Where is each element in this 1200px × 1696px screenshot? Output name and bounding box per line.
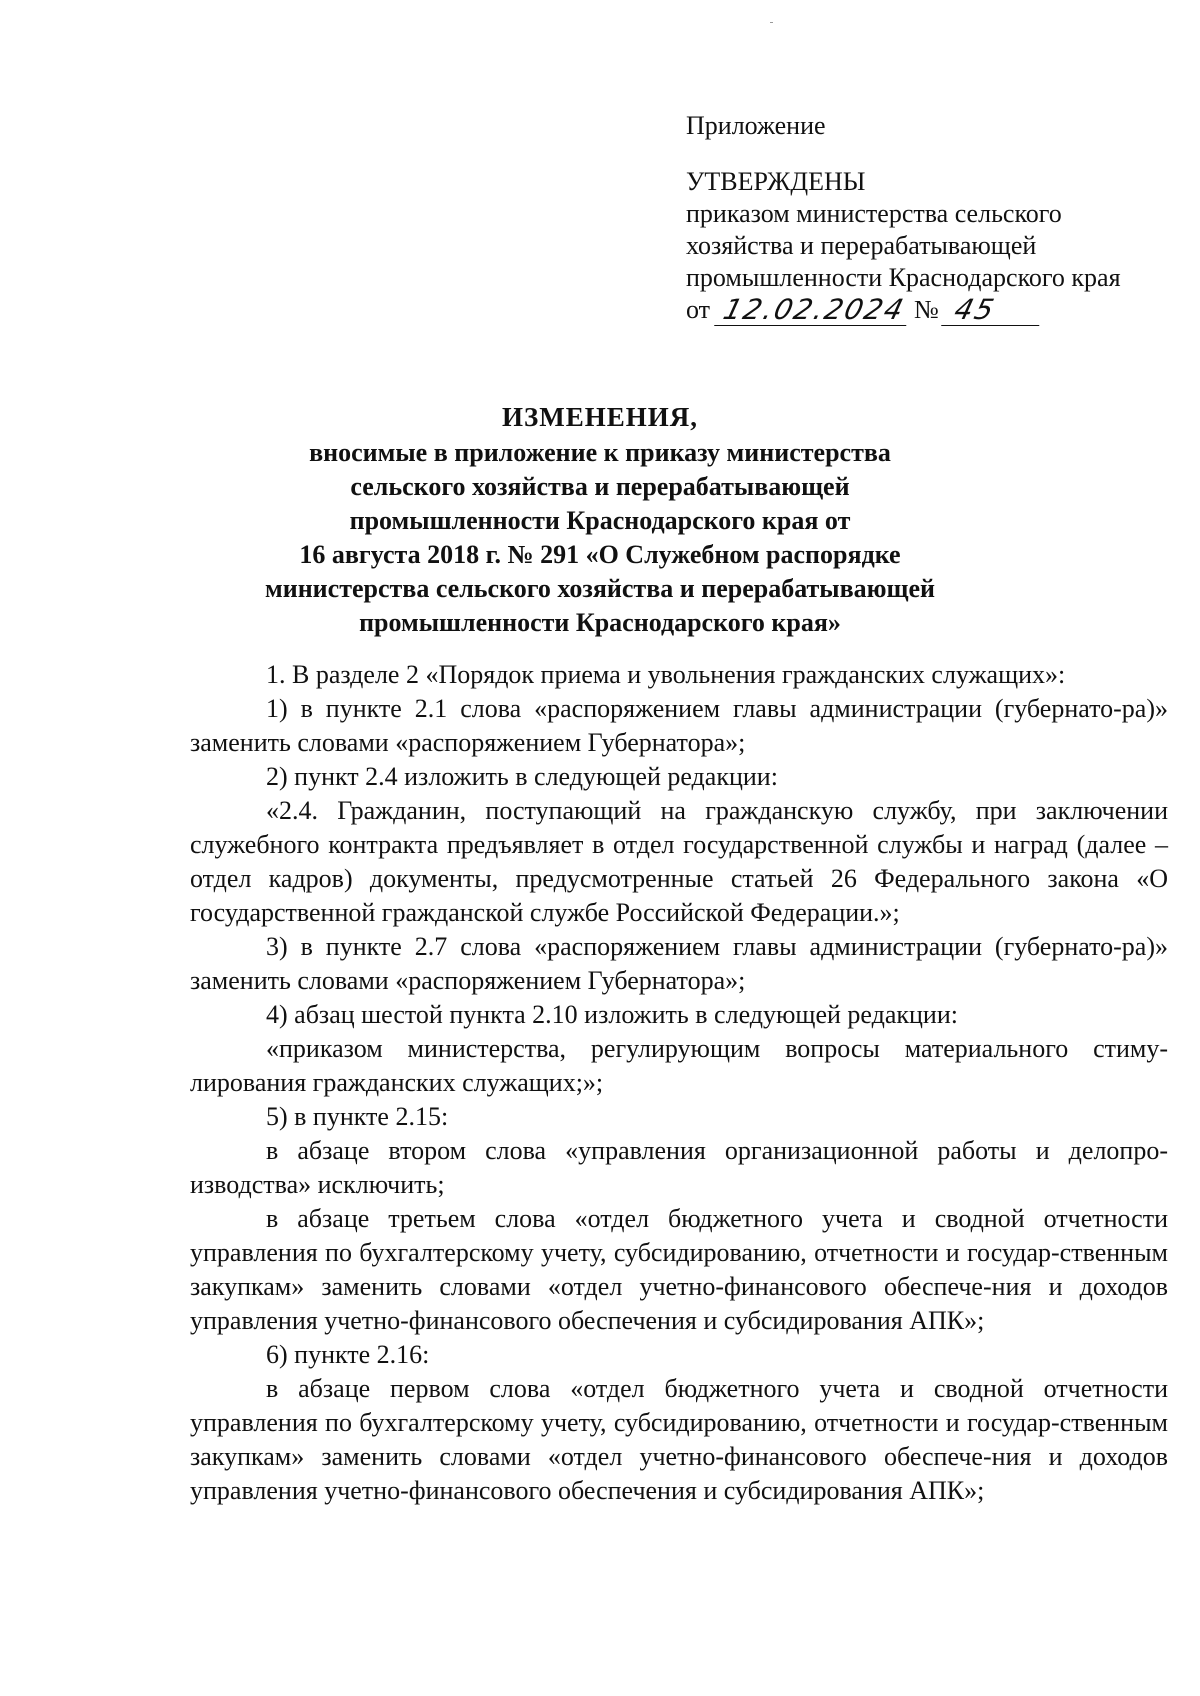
number-sign: № [914,295,939,324]
body-paragraph: 1) в пункте 2.1 слова «распоряжением главы администрации (губернато-ра)» заменить словами «распоряжением Губернатора»; [190,694,1168,757]
subtitle-line: вносимые в приложение к приказу министерства [309,438,891,467]
document-title: ИЗМЕНЕНИЯ, [501,402,698,432]
subtitle-line: сельского хозяйства и перерабатывающей [350,472,850,501]
scan-speck [770,22,773,23]
body-paragraph: «приказом министерства, регулирующим вопросы материального стиму-лирования гражданских служащих;»; [190,1034,1168,1097]
subtitle-line: 16 августа 2018 г. № 291 «О Служебном распорядке [299,540,901,569]
order-line: хозяйства и перерабатывающей [686,231,1037,260]
approved-label: УТВЕРЖДЕНЫ [686,167,866,196]
body-paragraph: в абзаце третьем слова «отдел бюджетного учета и сводной отчетности управления по бухгалтерскому учету, субсидированию, отчетности и государ-ственным закупкам» заменить словами «отдел учетно-финансового обеспече-ния и доходов управления учетно-финансового обеспечения и субсидирования АПК»; [190,1204,1168,1335]
order-date-line [686,294,1166,326]
body-paragraph: 4) абзац шестой пункта 2.10 изложить в следующей редакции: [266,1000,958,1029]
order-line: приказом министерства сельского [686,199,1062,228]
body-paragraph: «2.4. Гражданин, поступающий на гражданскую службу, при заключении служебного контракта предъявляет в отдел государственной службы и наград (далее – отдел кадров) документы, предусмотренные статьей 26 Федерального закона «О государственной гражданской службе Российской Федерации.»; [190,796,1168,927]
subtitle-line: промышленности Краснодарского края» [359,608,841,637]
appendix-label: Приложение [686,111,826,140]
body-paragraph: 2) пункт 2.4 изложить в следующей редакции: [266,762,778,791]
body-paragraph: в абзаце втором слова «управления организационной работы и делопро-изводства» исключить; [190,1136,1168,1199]
subtitle-line: министерства сельского хозяйства и перерабатывающей [265,574,935,603]
subtitle-line: промышленности Краснодарского края от [349,506,851,535]
handwritten-number: 45 [941,295,1047,326]
date-prefix: от [686,295,711,324]
handwritten-date: 12.02.2024 [714,295,914,326]
body-paragraph: 5) в пункте 2.15: [266,1102,449,1131]
order-line: промышленности Краснодарского края [686,263,1121,292]
body-paragraph: 1. В разделе 2 «Порядок приема и увольнения гражданских служащих»: [266,660,1066,689]
document-body [190,658,1168,1508]
document-title-block [240,400,960,640]
body-paragraph: 3) в пункте 2.7 слова «распоряжением главы администрации (губернато-ра)» заменить словами «распоряжением Губернатора»; [190,932,1168,995]
body-paragraph: в абзаце первом слова «отдел бюджетного учета и сводной отчетности управления по бухгалтерскому учету, субсидированию, отчетности и государ-ственным закупкам» заменить словами «отдел учетно-финансового обеспече-ния и доходов управления учетно-финансового обеспечения и субсидирования АПК»; [190,1374,1168,1505]
body-paragraph: 6) пункте 2.16: [266,1340,430,1369]
approval-block [686,110,1166,326]
